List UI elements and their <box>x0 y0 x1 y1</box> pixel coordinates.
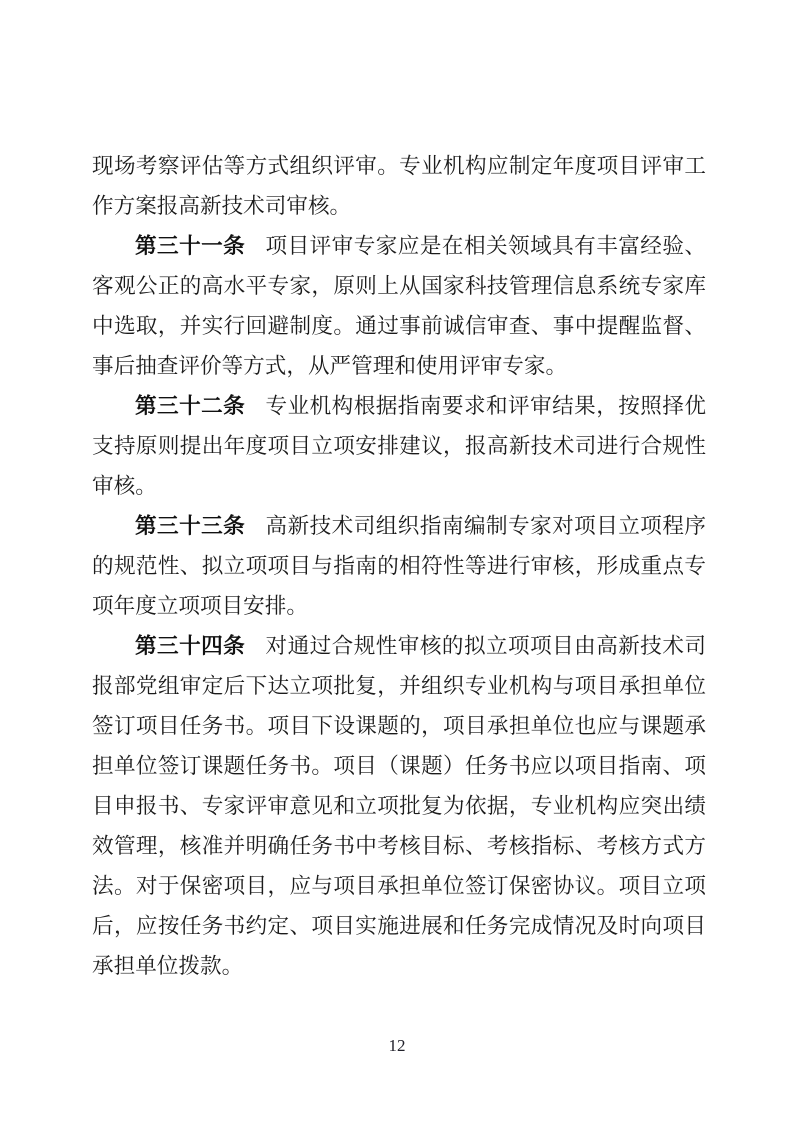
text-line <box>92 746 706 786</box>
line-text: 中选取，并实行回避制度。通过事前诚信审查、事中提醒监督、 <box>92 314 706 338</box>
line-text: 对通过合规性审核的拟立项项目由高新技术司 <box>265 634 706 658</box>
line-text: 项年度立项项目安排。 <box>92 594 308 618</box>
line-text: 的规范性、拟立项项目与指南的相符性等进行审核，形成重点专 <box>92 554 706 578</box>
text-line <box>92 946 706 986</box>
text-line <box>92 906 706 946</box>
line-text: 事后抽查评价等方式，从严管理和使用评审专家。 <box>92 354 568 378</box>
line-text: 签订项目任务书。项目下设课题的，项目承担单位也应与课题承 <box>92 714 706 738</box>
line-text: 作方案报高新技术司审核。 <box>92 194 352 218</box>
line-text: 高新技术司组织指南编制专家对项目立项程序 <box>265 514 706 538</box>
line-text: 担单位签订课题任务书。项目（课题）任务书应以项目指南、项 <box>92 754 706 778</box>
text-line <box>92 546 706 586</box>
text-line <box>92 826 706 866</box>
text-line <box>92 426 706 466</box>
page-number: 12 <box>388 1036 406 1055</box>
line-text: 法。对于保密项目，应与项目承担单位签订保密协议。项目立项 <box>92 874 706 898</box>
line-text: 承担单位拨款。 <box>92 954 244 978</box>
text-line <box>92 346 706 386</box>
text-line <box>92 386 706 426</box>
text-line <box>92 666 706 706</box>
line-text: 审核。 <box>92 474 157 498</box>
text-line <box>92 226 706 266</box>
line-text: 项目评审专家应是在相关领域具有丰富经验、 <box>265 234 706 258</box>
text-line <box>92 306 706 346</box>
line-text: 支持原则提出年度项目立项安排建议，报高新技术司进行合规性 <box>92 434 706 458</box>
text-line <box>92 586 706 626</box>
line-text: 客观公正的高水平专家，原则上从国家科技管理信息系统专家库 <box>92 274 706 298</box>
text-line <box>92 706 706 746</box>
text-line <box>92 466 706 506</box>
line-text: 专业机构根据指南要求和评审结果，按照择优 <box>265 394 706 418</box>
text-line <box>92 186 706 226</box>
line-text: 现场考察评估等方式组织评审。专业机构应制定年度项目评审工 <box>92 154 706 178</box>
line-text: 后，应按任务书约定、项目实施进展和任务完成情况及时向项目 <box>92 914 706 938</box>
text-line <box>92 266 706 306</box>
line-text: 报部党组审定后下达立项批复，并组织专业机构与项目承担单位 <box>92 674 706 698</box>
text-line <box>92 146 706 186</box>
article-number: 第三十四条 <box>135 634 246 658</box>
article-number: 第三十一条 <box>135 234 246 258</box>
text-line <box>92 626 706 666</box>
line-text: 效管理，核准并明确任务书中考核目标、考核指标、考核方式方 <box>92 834 706 858</box>
document-body <box>92 146 706 986</box>
text-line <box>92 866 706 906</box>
text-line <box>92 786 706 826</box>
line-text: 目申报书、专家评审意见和立项批复为依据，专业机构应突出绩 <box>92 794 706 818</box>
article-number: 第三十二条 <box>135 394 246 418</box>
article-number: 第三十三条 <box>135 514 246 538</box>
text-line <box>92 506 706 546</box>
